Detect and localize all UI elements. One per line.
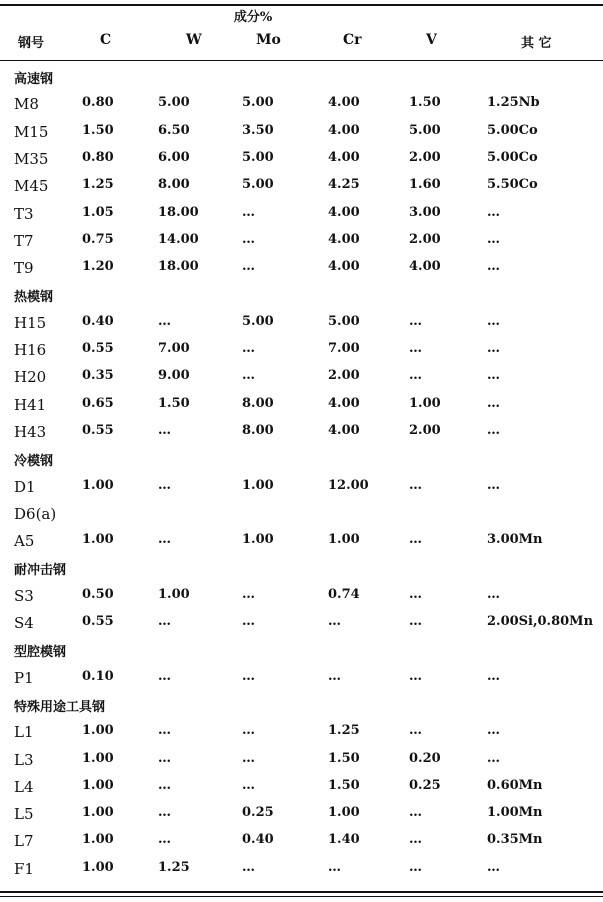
- section-header-row: [0, 63, 603, 90]
- cell-v: 1.60: [409, 177, 441, 193]
- cell-grade: H41: [14, 395, 47, 414]
- cell-mo: 5.00: [242, 95, 274, 111]
- cell-c: 1.00: [82, 777, 114, 793]
- cell-mo: 5.00: [242, 177, 274, 193]
- cell-cr: …: [328, 614, 341, 629]
- cell-mo: …: [242, 368, 255, 384]
- column-header-v: V: [426, 32, 437, 48]
- cell-mo: …: [242, 777, 255, 793]
- cell-other: …: [487, 395, 500, 411]
- cell-c: 0.65: [82, 395, 114, 411]
- cell-mo: 3.50: [242, 122, 274, 138]
- cell-grade: P1: [14, 668, 34, 687]
- cell-c: 1.50: [82, 122, 114, 138]
- cell-c: 0.55: [82, 614, 114, 629]
- cell-w: …: [158, 832, 171, 848]
- cell-v: …: [409, 586, 422, 602]
- cell-w: …: [158, 668, 171, 684]
- cell-c: 0.75: [82, 231, 114, 247]
- cell-other: 5.00Co: [487, 149, 538, 165]
- cell-cr: 4.25: [328, 177, 360, 193]
- cell-other: 5.00Co: [487, 122, 538, 138]
- column-header-mo: Mo: [256, 32, 281, 48]
- cell-grade: T3: [14, 204, 34, 223]
- table-row: [0, 800, 603, 827]
- cell-v: …: [409, 341, 422, 356]
- cell-cr: 4.00: [328, 95, 360, 111]
- cell-other: …: [487, 750, 500, 766]
- section-header-row: [0, 445, 603, 472]
- cell-other: 3.00Mn: [487, 532, 543, 548]
- cell-mo: …: [242, 259, 255, 275]
- cell-mo: 1.00: [242, 532, 274, 548]
- cell-mo: …: [242, 586, 255, 602]
- cell-cr: 1.00: [328, 532, 360, 548]
- cell-w: 1.25: [158, 859, 190, 875]
- cell-grade: H20: [14, 368, 47, 387]
- cell-mo: …: [242, 668, 255, 684]
- table-row: [0, 473, 603, 500]
- section-header-row: [0, 636, 603, 663]
- table-row: [0, 582, 603, 609]
- cell-grade: H15: [14, 313, 47, 332]
- cell-grade: S3: [14, 586, 34, 605]
- cell-c: 0.35: [82, 368, 114, 384]
- table-row: [0, 227, 603, 254]
- cell-w: 6.00: [158, 149, 190, 165]
- section-title: 耐冲击钢: [14, 563, 67, 579]
- cell-w: …: [158, 477, 171, 493]
- cell-grade: M35: [14, 149, 49, 168]
- cell-cr: 4.00: [328, 231, 360, 247]
- cell-mo: 5.00: [242, 149, 274, 165]
- cell-other: …: [487, 859, 500, 875]
- cell-grade: L7: [14, 832, 34, 851]
- column-header-c: C: [100, 32, 112, 48]
- cell-grade: M15: [14, 122, 49, 141]
- cell-w: 6.50: [158, 122, 190, 138]
- cell-grade: T7: [14, 231, 34, 250]
- cell-w: 5.00: [158, 95, 190, 111]
- column-header-w: W: [186, 32, 202, 48]
- cell-v: 2.00: [409, 231, 441, 247]
- cell-other: …: [487, 231, 500, 247]
- column-header-grade: 钢号: [18, 36, 45, 51]
- table-row: [0, 172, 603, 199]
- cell-v: …: [409, 723, 422, 739]
- cell-other: …: [487, 313, 500, 329]
- cell-v: 2.00: [409, 422, 441, 438]
- cell-c: 1.00: [82, 859, 114, 875]
- cell-mo: 5.00: [242, 313, 274, 329]
- cell-cr: 1.00: [328, 805, 360, 821]
- cell-w: 14.00: [158, 231, 199, 247]
- cell-c: 0.10: [82, 668, 114, 684]
- cell-w: …: [158, 777, 171, 793]
- cell-grade: D1: [14, 477, 36, 496]
- cell-w: 7.00: [158, 341, 190, 356]
- column-header-cr: Cr: [343, 32, 362, 48]
- cell-v: …: [409, 668, 422, 684]
- table-row: [0, 200, 603, 227]
- cell-grade: L4: [14, 777, 34, 796]
- table-row: [0, 391, 603, 418]
- cell-cr: 1.40: [328, 832, 360, 848]
- cell-w: 1.50: [158, 395, 190, 411]
- cell-cr: …: [328, 668, 341, 684]
- cell-grade: L3: [14, 750, 34, 769]
- cell-other: 0.60Mn: [487, 777, 543, 793]
- cell-cr: …: [328, 859, 341, 875]
- cell-v: 1.50: [409, 95, 441, 111]
- cell-c: 1.00: [82, 477, 114, 493]
- cell-v: 1.00: [409, 395, 441, 411]
- composition-group-header: 成分%: [233, 10, 273, 25]
- cell-cr: 4.00: [328, 395, 360, 411]
- cell-mo: …: [242, 750, 255, 766]
- cell-cr: 4.00: [328, 422, 360, 438]
- cell-other: …: [487, 422, 500, 438]
- cell-other: 2.00Si,0.80Mn: [487, 614, 594, 629]
- cell-c: 1.00: [82, 750, 114, 766]
- cell-mo: …: [242, 231, 255, 247]
- cell-other: 5.50Co: [487, 177, 538, 193]
- cell-other: …: [487, 723, 500, 739]
- cell-cr: 4.00: [328, 149, 360, 165]
- table-row: [0, 500, 603, 527]
- cell-cr: 5.00: [328, 313, 360, 329]
- cell-w: …: [158, 532, 171, 548]
- cell-other: 0.35Mn: [487, 832, 543, 848]
- cell-c: 1.00: [82, 532, 114, 548]
- cell-cr: 1.25: [328, 723, 360, 739]
- table-row: [0, 363, 603, 390]
- cell-mo: …: [242, 859, 255, 875]
- section-header-row: [0, 554, 603, 581]
- table-row: [0, 664, 603, 691]
- cell-v: 4.00: [409, 259, 441, 275]
- cell-cr: 0.74: [328, 586, 360, 602]
- table-row: [0, 145, 603, 172]
- cell-v: …: [409, 805, 422, 821]
- cell-cr: 7.00: [328, 341, 360, 356]
- cell-v: …: [409, 532, 422, 548]
- cell-cr: 4.00: [328, 204, 360, 220]
- cell-w: 9.00: [158, 368, 190, 384]
- cell-cr: 2.00: [328, 368, 360, 384]
- cell-cr: 1.50: [328, 777, 360, 793]
- cell-mo: 0.40: [242, 832, 274, 848]
- table-row: [0, 718, 603, 745]
- cell-other: …: [487, 204, 500, 220]
- cell-grade: A5: [14, 532, 35, 551]
- cell-grade: H43: [14, 422, 47, 441]
- cell-w: …: [158, 313, 171, 329]
- cell-mo: 8.00: [242, 395, 274, 411]
- cell-other: …: [487, 259, 500, 275]
- section-header-row: [0, 281, 603, 308]
- cell-v: 0.25: [409, 777, 441, 793]
- table-row: [0, 90, 603, 117]
- cell-w: 8.00: [158, 177, 190, 193]
- cell-other: 1.25Nb: [487, 95, 540, 111]
- cell-w: …: [158, 422, 171, 438]
- table-row: [0, 855, 603, 882]
- section-title: 特殊用途工具钢: [14, 699, 106, 715]
- table-row: [0, 773, 603, 800]
- table-row: [0, 609, 603, 636]
- cell-c: 1.25: [82, 177, 114, 193]
- cell-w: 18.00: [158, 259, 199, 275]
- cell-w: 1.00: [158, 586, 190, 602]
- table-row: [0, 118, 603, 145]
- cell-mo: …: [242, 204, 255, 220]
- cell-c: 0.50: [82, 586, 114, 602]
- cell-v: 3.00: [409, 204, 441, 220]
- table-row: [0, 746, 603, 773]
- cell-grade: M45: [14, 177, 49, 196]
- cell-grade: F1: [14, 859, 34, 878]
- cell-other: …: [487, 477, 500, 493]
- cell-v: 2.00: [409, 149, 441, 165]
- cell-other: …: [487, 341, 500, 356]
- cell-grade: M8: [14, 95, 39, 114]
- cell-v: 0.20: [409, 750, 441, 766]
- table-row: [0, 418, 603, 445]
- cell-c: 1.20: [82, 259, 114, 275]
- section-title: 冷模钢: [14, 454, 54, 470]
- cell-v: 5.00: [409, 122, 441, 138]
- cell-c: 0.80: [82, 95, 114, 111]
- cell-grade: L1: [14, 723, 34, 742]
- cell-other: …: [487, 586, 500, 602]
- cell-grade: T9: [14, 259, 34, 278]
- cell-c: 1.05: [82, 204, 114, 220]
- cell-grade: L5: [14, 805, 34, 824]
- cell-w: 18.00: [158, 204, 199, 220]
- table-row: [0, 827, 603, 854]
- section-title: 型腔模钢: [14, 645, 67, 661]
- cell-c: 1.00: [82, 832, 114, 848]
- table-row: [0, 336, 603, 363]
- cell-c: 0.40: [82, 313, 114, 329]
- cell-w: …: [158, 723, 171, 739]
- header-rule: [0, 60, 603, 61]
- cell-mo: 1.00: [242, 477, 274, 493]
- cell-other: …: [487, 368, 500, 384]
- section-title: 热模钢: [14, 290, 54, 306]
- cell-cr: 4.00: [328, 122, 360, 138]
- cell-c: 1.00: [82, 805, 114, 821]
- cell-grade: H16: [14, 341, 47, 359]
- cell-v: …: [409, 313, 422, 329]
- cell-mo: …: [242, 614, 255, 629]
- cell-mo: …: [242, 341, 255, 356]
- cell-c: 0.55: [82, 422, 114, 438]
- section-title: 高速钢: [14, 72, 54, 87]
- table-row: [0, 527, 603, 554]
- cell-c: 0.55: [82, 341, 114, 356]
- cell-mo: 8.00: [242, 422, 274, 438]
- cell-other: 1.00Mn: [487, 805, 543, 821]
- cell-mo: 0.25: [242, 805, 274, 821]
- cell-grade: S4: [14, 614, 34, 632]
- section-header-row: [0, 691, 603, 718]
- cell-w: …: [158, 805, 171, 821]
- cell-v: …: [409, 477, 422, 493]
- column-header-other: 其 它: [521, 36, 552, 51]
- table-row: [0, 254, 603, 281]
- cell-cr: 4.00: [328, 259, 360, 275]
- cell-v: …: [409, 859, 422, 875]
- cell-other: …: [487, 668, 500, 684]
- cell-v: …: [409, 832, 422, 848]
- table-row: [0, 309, 603, 336]
- bottom-rule-thin: [0, 896, 603, 897]
- cell-v: …: [409, 368, 422, 384]
- cell-cr: 1.50: [328, 750, 360, 766]
- cell-v: …: [409, 614, 422, 629]
- bottom-rule: [0, 891, 603, 893]
- cell-c: 1.00: [82, 723, 114, 739]
- cell-grade: D6(a): [14, 504, 57, 523]
- cell-c: 0.80: [82, 149, 114, 165]
- cell-mo: …: [242, 723, 255, 739]
- cell-w: …: [158, 750, 171, 766]
- cell-cr: 12.00: [328, 477, 369, 493]
- cell-w: …: [158, 614, 171, 629]
